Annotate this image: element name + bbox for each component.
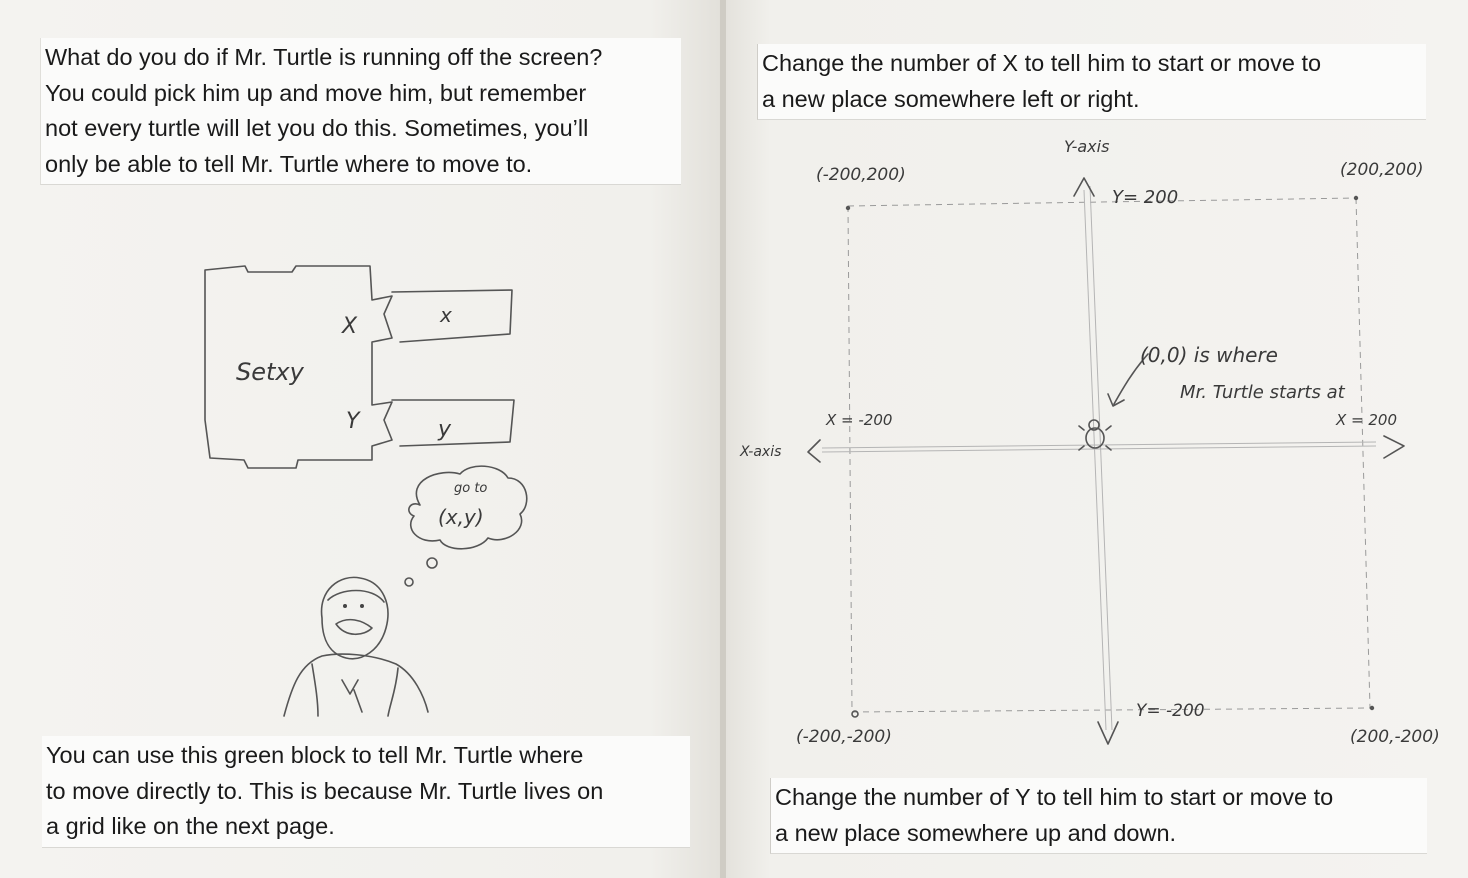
corner-label-bottom-right: (200,-200): [1350, 727, 1440, 747]
setxy-block-sketch: [205, 266, 514, 468]
thought-dot-2: [405, 578, 413, 586]
grid-top-border: [848, 198, 1356, 206]
turtle-head: [322, 577, 388, 658]
x-instructions-text: Change the number of X to tell him to start or move to a new place somewhere left or right.: [757, 44, 1426, 120]
mr-turtle-sketch: [284, 577, 428, 716]
corner-label-bottom-left: (-200,-200): [796, 727, 892, 747]
turtle-eye-right: [360, 604, 364, 608]
corner-label-top-left: (-200,200): [816, 165, 906, 185]
setxy-label: Setxy: [236, 358, 304, 386]
y-axis-line: [1084, 190, 1106, 730]
origin-note-line1: (0,0) is where: [1140, 343, 1278, 367]
intro-text: What do you do if Mr. Turtle is running off the screen? You could pick him up and move him, but remember not every turtle will let you do this. Sometimes, you’ll only be able to tell Mr. Turtle where to move to.: [40, 38, 681, 185]
x-axis-left-arrow: [808, 440, 820, 462]
corner-dot-top-right: [1354, 196, 1358, 200]
x-axis-label: X-axis: [740, 444, 782, 460]
y-top-label: Y= 200: [1112, 187, 1179, 208]
y-instructions-text: Change the number of Y to tell him to start or move to a new place somewhere up and down.: [770, 778, 1427, 854]
y-bottom-label: Y= -200: [1136, 701, 1205, 721]
block-x-label: X: [342, 314, 358, 339]
corner-dot-bottom-right: [1370, 706, 1374, 710]
x-axis-right-arrow: [1384, 436, 1404, 458]
corner-dot-top-left: [846, 206, 850, 210]
turtle-mouth: [336, 620, 372, 635]
thought-go-to: go to: [454, 481, 488, 496]
corner-label-top-right: (200,200): [1340, 160, 1424, 180]
thought-dot-1: [427, 558, 437, 568]
x-slot-outline: [392, 290, 512, 342]
grid-left-border: [848, 206, 852, 712]
y-slot-outline: [392, 400, 514, 446]
turtle-eye-left: [343, 604, 347, 608]
thought-coordinates: (x,y): [438, 505, 484, 529]
block-y-label: Y: [346, 409, 360, 434]
grid-right-border: [1356, 198, 1370, 708]
block-y-slot: y: [438, 417, 452, 442]
caption-text: You can use this green block to tell Mr. Turtle where to move directly to. This is because Mr. Turtle lives on a grid like on the next page.: [42, 736, 690, 848]
origin-note-line2: Mr. Turtle starts at: [1180, 382, 1345, 403]
x-right-label: X = 200: [1336, 411, 1398, 429]
x-left-label: X = -200: [826, 411, 893, 429]
y-axis-down-arrow: [1098, 722, 1118, 744]
thought-bubble: [405, 466, 527, 586]
block-x-slot: x: [440, 303, 452, 327]
coordinate-grid: [808, 178, 1404, 744]
y-axis-label: Y-axis: [1064, 137, 1110, 156]
